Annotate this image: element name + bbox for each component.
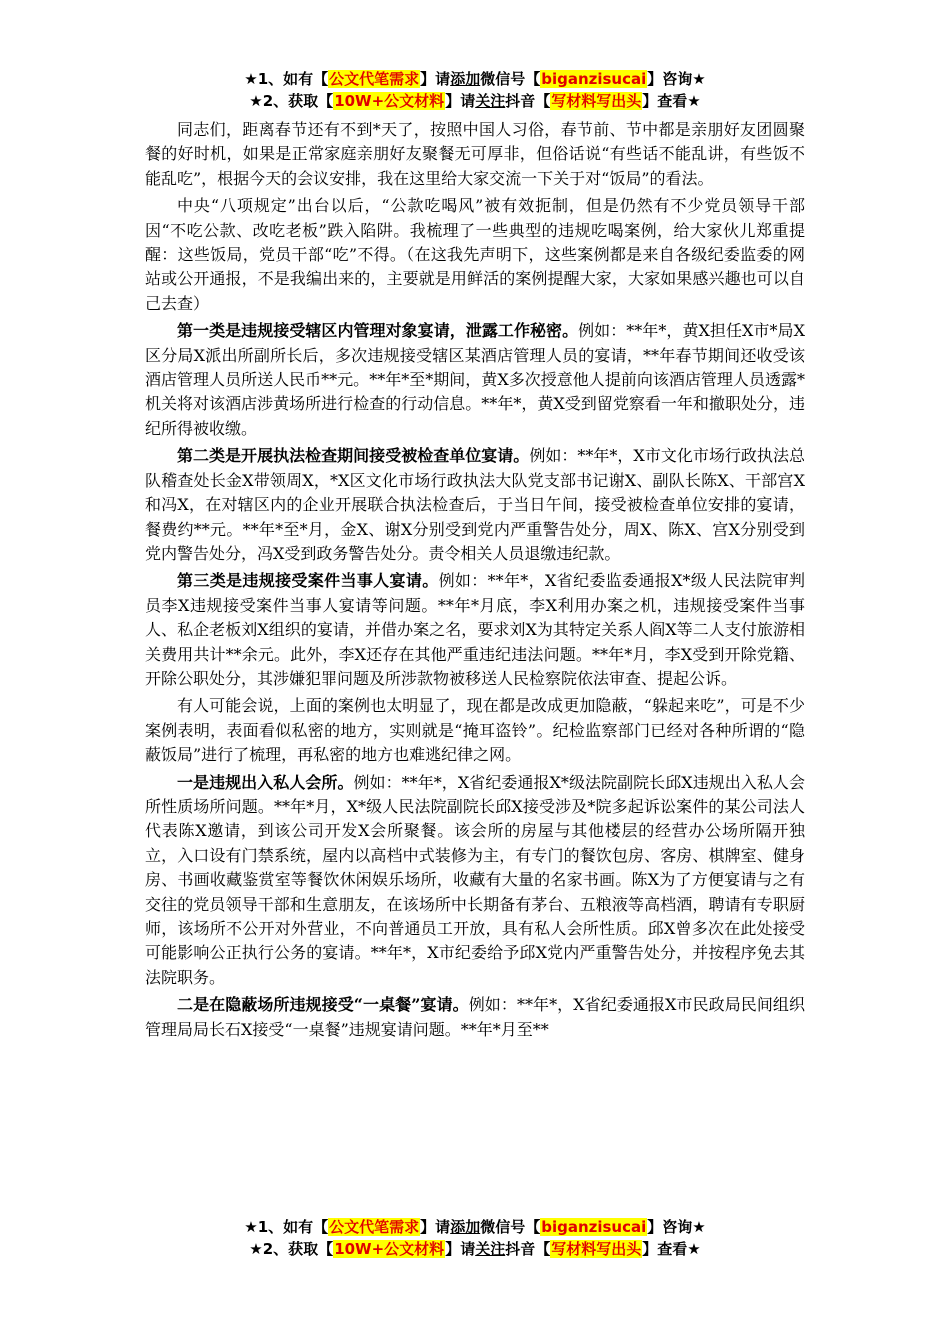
paragraph-text: 例如：**年*，X省纪委通报X*级法院副院长邱X违规出入私人会所性质场所问题。**年*月，X*级人民法院副院长邱X接受涉及*院多起诉讼案件的某公司法人代表陈X邀请，到该公司开发X会所聚餐。该会所的房屋与其他楼层的经营办公场所隔开独立，入口设有门禁系统，屋内以高档中式装修为主，有专门的餐饮包房、客房、棋牌室、健身房、书画收藏鉴赏室等餐饮休闲娱乐场所，收藏有大量的名家书画。陈X为了方便宴请与之有交往的党员领导干部和生意朋友，在该场所中长期备有茅台、五粮液等高档酒，聘请有专职厨师，该场所不公开对外营业，不向普通员工开放，具有私人会所性质。邱X曾多次在此处接受可能影响公正执行公务的宴请。**年*，X市纪委给予邱X党内严重警告处分，并按程序免去其法院职务。 xyxy=(145,772,805,987)
paragraph-8 xyxy=(145,993,805,1042)
paragraph-6 xyxy=(145,694,805,767)
banner-highlight: 公文代笔需求 xyxy=(329,70,420,88)
banner-text: 】查看★ xyxy=(642,1240,701,1258)
banner-text: 】请 xyxy=(445,92,476,110)
banner-text: 】查看★ xyxy=(642,92,701,110)
banner-text: 】咨询★ xyxy=(647,70,706,88)
banner-underline: 添加 xyxy=(450,70,481,88)
bottom-ad-banner xyxy=(0,1216,950,1260)
paragraph-lead: 二是在隐蔽场所违规接受“一桌餐”宴请。 xyxy=(177,995,469,1015)
banner-highlight: 写材料写出头 xyxy=(551,1240,642,1258)
paragraph-lead: 一是违规出入私人会所。 xyxy=(177,772,354,792)
top-ad-banner xyxy=(0,68,950,112)
paragraph-text: 例如：**年*，X省纪委监委通报X*级人民法院审判员李X违规接受案件当事人宴请等问题。**年*月底，李X利用办案之机，违规接受案件当事人、私企老板刘X组织的宴请，并借办案之名，要求刘X为其特定关系人阎X等二人支付旅游相关费用共计**余元。此外，李X还存在其他严重违纪违法问题。**年*月，李X受到开除党籍、开除公职处分，其涉嫌犯罪问题及所涉款物被移送人民检察院依法审查、提起公诉。 xyxy=(145,571,805,688)
paragraph-3 xyxy=(145,319,805,441)
banner-highlight: 10W+公文材料 xyxy=(334,92,445,110)
banner-underline: 关注 xyxy=(475,92,506,110)
banner-text: 微信号【 xyxy=(480,70,541,88)
banner-text: 】咨询★ xyxy=(647,1218,706,1236)
banner-text: 】请 xyxy=(445,1240,476,1258)
banner-text: ★2、获取【 xyxy=(249,92,334,110)
paragraph-4 xyxy=(145,444,805,566)
banner-text: 微信号【 xyxy=(480,1218,541,1236)
paragraph-lead: 第一类是违规接受辖区内管理对象宴请，泄露工作秘密。 xyxy=(177,321,579,341)
banner-underline: 关注 xyxy=(475,1240,506,1258)
paragraph-text: 中央“八项规定”出台以后，“公款吃喝风”被有效扼制，但是仍然有不少党员领导干部因“不吃公款、改吃老板”跌入陷阱。我梳理了一些典型的违规吃喝案例，给大家伙儿郑重提醒：这些饭局，党员干部“吃”不得。（在这我先声明下，这些案例都是来自各级纪委监委的网站或公开通报，不是我编出来的，主要就是用鲜活的案例提醒大家，大家如果感兴趣也可以自己去查） xyxy=(145,196,805,313)
banner-line-2 xyxy=(0,90,950,112)
banner-line-1 xyxy=(0,68,950,90)
banner-highlight: biganzisucai xyxy=(541,70,647,88)
banner-text: 抖音【 xyxy=(505,92,551,110)
banner-line-2 xyxy=(0,1238,950,1260)
banner-highlight: biganzisucai xyxy=(541,1218,647,1236)
paragraph-lead: 第三类是违规接受案件当事人宴请。 xyxy=(177,571,439,591)
document-body xyxy=(145,118,805,1045)
paragraph-text: 例如：**年*，黄X担任X市*局X区分局X派出所副所长后，多次违规接受辖区某酒店管理人员的宴请，**年春节期间还收受该酒店管理人员所送人民币**元。**年*至*期间，黄X多次授意他人提前向该酒店管理人员透露*机关将对该酒店涉黄场所进行检查的行动信息。**年*，黄X受到留党察看一年和撤职处分，违纪所得被收缴。 xyxy=(145,321,805,438)
banner-text: ★1、如有【 xyxy=(244,70,329,88)
banner-highlight: 公文代笔需求 xyxy=(329,1218,420,1236)
banner-text: 抖音【 xyxy=(505,1240,551,1258)
banner-highlight: 10W+公文材料 xyxy=(334,1240,445,1258)
paragraph-text: 例如：**年*，X市文化市场行政执法总队稽查处长金X带领周X，*X区文化市场行政执法大队党支部书记谢X、副队长陈X、干部宫X和冯X，在对辖区内的企业开展联合执法检查后，于当日午间，接受被检查单位安排的宴请，餐费约**元。**年*至*月，金X、谢X分别受到党内严重警告处分，周X、陈X、宫X分别受到党内警告处分，冯X受到政务警告处分。责令相关人员退缴违纪款。 xyxy=(145,446,805,563)
banner-text: 】请 xyxy=(420,1218,451,1236)
paragraph-text: 同志们，距离春节还有不到*天了，按照中国人习俗，春节前、节中都是亲朋好友团圆聚餐的好时机，如果是正常家庭亲朋好友聚餐无可厚非，但俗话说“有些话不能乱讲，有些饭不能乱吃”，根据今天的会议安排，我在这里给大家交流一下关于对“饭局”的看法。 xyxy=(145,120,805,188)
banner-highlight: 写材料写出头 xyxy=(551,92,642,110)
banner-text: ★2、获取【 xyxy=(249,1240,334,1258)
paragraph-2 xyxy=(145,194,805,316)
banner-text: 】请 xyxy=(420,70,451,88)
banner-text: ★1、如有【 xyxy=(244,1218,329,1236)
paragraph-7 xyxy=(145,771,805,991)
paragraph-text: 有人可能会说，上面的案例也太明显了，现在都是改成更加隐蔽，“躲起来吃”，可是不少案例表明，表面看似私密的地方，实则就是“掩耳盗铃”。纪检监察部门已经对各种所谓的“隐蔽饭局”进行了梳理，再私密的地方也难逃纪律之网。 xyxy=(145,696,805,765)
paragraph-5 xyxy=(145,569,805,691)
banner-underline: 添加 xyxy=(450,1218,481,1236)
paragraph-1 xyxy=(145,118,805,191)
banner-line-1 xyxy=(0,1216,950,1238)
paragraph-lead: 第二类是开展执法检查期间接受被检查单位宴请。 xyxy=(177,446,530,466)
paragraph-text: 例如：**年*，X省纪委通报X市民政局民间组织管理局局长石X接受“一桌餐”违规宴请问题。**年*月至** xyxy=(145,995,805,1039)
